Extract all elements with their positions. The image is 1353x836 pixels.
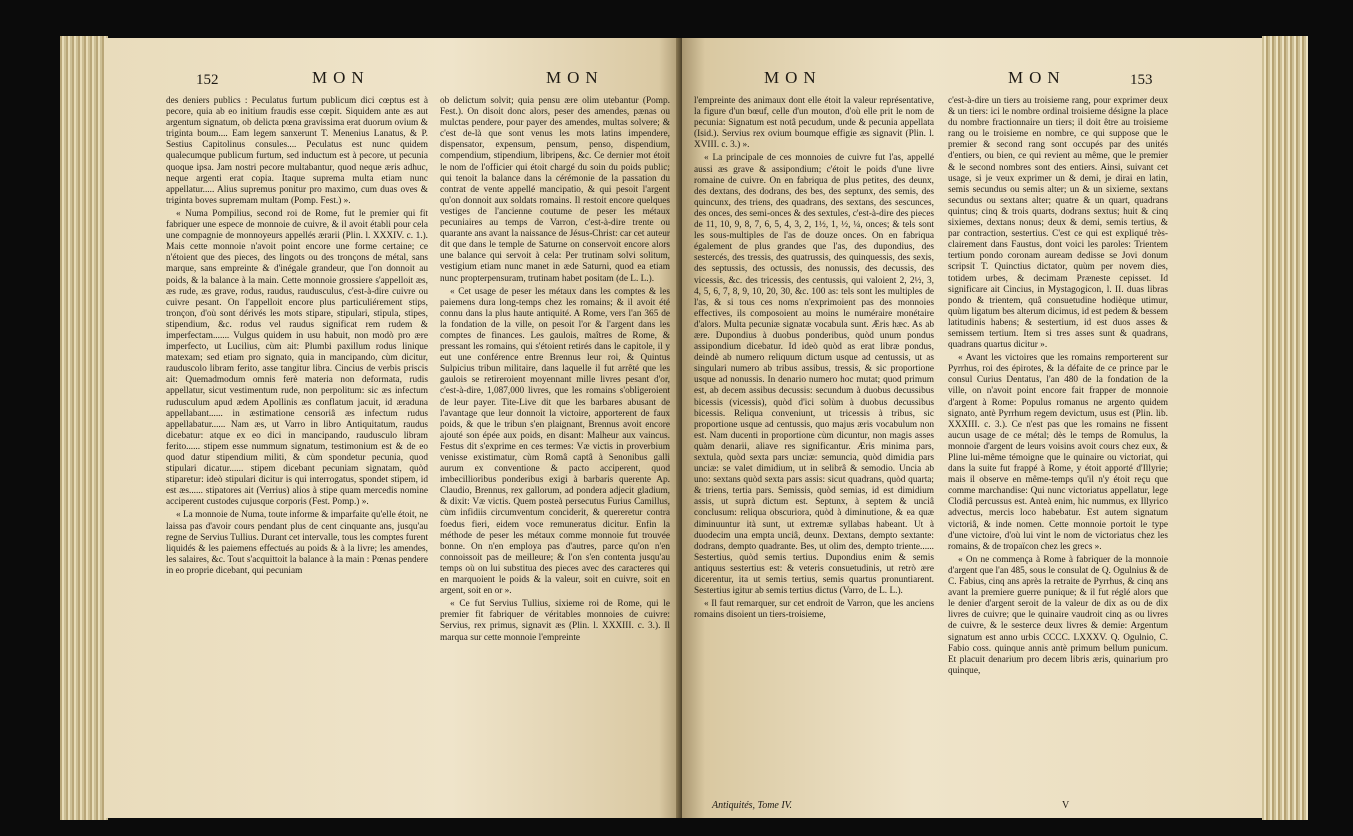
volume-footer: Antiquités, Tome IV. [712, 800, 793, 811]
right-running-header [682, 68, 1262, 92]
left-running-header [104, 68, 682, 92]
paragraph: des deniers publics : Peculatus furtum publicum dici cœptus est à pecore, quia ab eo initium fraudis esse cœpit. Siquidem ante æs aut argentum signatum, ob delicta pœna gravissima erat duorum ovium & triginta boum.... Eam legem sanxerunt T. Menenius Lanatus, & P. Sestius Capitolinus consules.... Peculatus est nunc quidem qualecumque publicum furtum, sed inductum est à pecore, ut pecunia quoque ipsa. Jam nostri pecore multabantur, quod neque æris adhuc, neque argenti erat copia. Itaque suprema multa etiam nunc appellatur..... Alius supremus ponitur pro maximo, cum duas oves & triginta boves supremam multam (Pomp. Fest.) ». [166, 96, 428, 206]
headword: MON [546, 68, 604, 87]
page-edges-left [60, 36, 108, 820]
paragraph: « Cet usage de peser les métaux dans les comptes & les paiemens dura long-temps chez les romains; & il avoit été connu dans la plus haute antiquité. A Rome, vers l'an 365 de la fondation de la ville, on pesoit l'or & l'argent dans les comptes de finances. Les gaulois, maîtres de Rome, & pressant les romains, qui s'étoient retirés dans le capitole, il y eut une conférence entre Brennus leur roi, & Quintus Sulpicius tribun militaire, dans laquelle il fut arrêté que les gaulois se retireroient moyennant mille livres pesant d'or, c'est-à-dire, 1,087,000 livres, que les romains s'obligeroient de leur payer. Tite-Live dit que les barbares abusant de l'avantage que leur donnoit la victoire, apporterent de faux poids, & que le tribun s'en plaignant, Brennus avoit encore ajouté son épée aux poids, en disant: Malheur aux vaincus. Festus dit s'exprime en ces termes: Væ victis in proverbium venisse existimatur, cùm Româ captâ à Senonibus galli aurum ex conventione & pacto acciperent, quod imbecillioribus ponderibus exigi à barbaris querente Ap. Claudio, Brennus, rex gallorum, ad pondera adjecit gladium, & dixit: Væ victis. Quem posteà persecutus Furius Camillus, cùm infidiis circumventum conciderit, & quereretur contra foedus fieri, eidem voce remuneratus dicitur. Enfin la méthode de peser les métaux comme monnoie fut trouvée bonne. On n'en employa pas d'autres, parce qu'on n'en connoissoit pas de meilleure; & l'on s'en contenta jusqu'au temps où on lui substitua des pieces avec des caracteres qui en marquoient le poids & la valeur, soit en cuivre, soit en argent, soit en or ». [440, 286, 670, 597]
paragraph: « Il faut remarquer, sur cet endroit de Varron, que les anciens romains disoient un tiers-troisieme, [694, 599, 934, 621]
left-page [104, 38, 682, 818]
text-column [948, 96, 1168, 801]
paragraph: c'est-à-dire un tiers au troisieme rang, pour exprimer deux & un tiers: ici le nombre ordinal troisieme désigne la place du nombre fractionnaire un tiers; il doit être au troisieme rang ou le troisieme en nombre, ce qui suppose que le premier & second rang sont occupés par des unités d'entiers, ou bien, ce qui revient au même, que le premier & le second nombres sont des entiers. Ainsi, suivant cet usage, si je veux exprimer un & demi, je dirai en latin, semis secundus ou semis alter; un & un sixieme, sextans secundus ou sextans alter; quatre & un quart, quadrans quintus; cinq & trois quarts, dodrans sextus; huit & cinq sixiemes, dextans nonus; deux & demi, semis tertius, & par contraction, sestertius. C'est ce qui est expliqué très-clairement dans Faustus, dont voici les paroles: Trientem tertium pondo coronam auream dedisse se Jovi donum scripsit T. Quinctius dictator, quùm per novem dies, totidem urbes, & decimam Præneste cepisset. Id significare ait Cincius, in Mystagogicon, l. II. duas libras pondo & trientem, quâ consuetudine hodièque utimur, quùm ligatum bes alterum dicimus, id est pedem & bessem latitudinis habens; & sestertium, id est duos asses & semissem tertium. Item si tres asses sunt & quadrans, quadrans quartus dicitur ». [948, 96, 1168, 351]
paragraph: « La principale de ces monnoies de cuivre fut l'as, appellé aussi æs grave & assipondium; c'étoit le poids d'une livre romaine de cuivre. On en fabriqua de plus petites, des deunx, des dextans, des dodrans, des bes, des septunx, des semis, des quincunx, des triens, des quadrans, des sextans, des sescunces, des onces, des semi-onces & des sextules, c'est-à-dire des pieces de 11, 10, 9, 8, 7, 6, 5, 4, 3, 2, 1½, 1, ½, ¼, onces; & tels sont les sous-multiples de l'as de douze onces. On en fabriqua également de plus grandes que l'as, des dupondius, des sestercés, des tressis, des quatrussis, des quinquessis, des sexis, des septussis, des octussis, des nonussis, des decussis, des vicessis, &c. des tricessis, des centussis, qui valoient 2, 2½, 3, 4, 5, 6, 7, 8, 9, 10, 20, 30, &c. 100 as: tels sont les multiples de l'as, & si tous ces noms n'exprimoient pas des monnoies effectives, ils composoient au moins le numéraire monétaire d'alors. Multa pecuniæ signatæ vocabula sunt. Æris hæc. As ab ære. Dupondius à duobus ponderibus, quòd unum pondus assipondium dicebatur. Id ideò quòd as erat libræ pondus, deindè ab numero reliquum dictum usque ad centussis, ut as singulari numero ab tribus assibus, tressis, & sic proportione usque ad nonussis. In denario numero hoc mutat; quod primum est, ab decem assibus decussis: secundum à duobus decussibus bicessis (vicessis), quòd d'ici solùm à duobus decussibus bicessis. Reliqua conveniunt, ut tricessis à tribus, sic proportione usque ad centussis, quo majus æris vocabulum non est. Nam ducenti in proportione cùm dicuntur, non magis asses quàm denarii, aliave res significantur. Æris minima pars, sextula, quòd sexta pars unciæ: semuncia, quòd dimidia pars unciæ: se valet dimidium, ut in selibrâ & semodio. Uncia ab uno: sextans quòd sexta pars assis: sicut quadrans, quòd quarta; & triens, tertia pars. Semissis, quòd semias, id est dimidium assis, ut suprà dictum est. Septunx, à septem & unciâ conclusum: reliqua obscuriora, quòd à diminutione, & ea quæ diminuuntur ità sunt, ut extremæ syllabas habeant. Ut à duodecim una empta unciâ, deunx. Dextans, dempto sextante: dodrans, dempto quadrante. Bes, ut olim des, dempto triente...... Sestertius, quòd semis tertius. Dupondius enim & semis antiquus sestertius est: & veteris consuetudinis, ut retrò ære dicerentur, ita ut semis tertius, semis quartus pronuntiarent. Sestertius igitur ab semis tertius dictus (Varro, de L. L.). [694, 153, 934, 597]
paragraph: ob delictum solvit; quia pensu ære olim utebantur (Pomp. Fest.). On disoit donc alors, peser des amendes, pænas ou mulctas pendere, pour payer des amendes, multas solvere; & c'est de-là que sont venus les mots latins impendere, dispensator, expensum, pensum, penso, dispendium, compendium, stipendium, libripens, &c. Ce dernier mot étoit le nom de l'officier qui étoit chargé du soin du poids public; qui tenoit la balance dans la cérémonie de la passation du contrat de vente appellé mancipatio, & qui pesoit l'argent qu'on donnoit aux soldats romains. Il restoit encore quelques vestiges de l'ancienne coutume de peser les métaux pecuniaires au temps de Varron, c'est-à-dire trente ou quarante ans avant la naissance de Jésus-Christ: car cet auteur dit que dans le temple de Saturne on conservoit encore alors une balance qui servoit à cela: Per trutinam solvi solitum, vestigium etiam nunc manet in æde Saturni, quod ea etiam nunc propterpensuram, trutinam habet positam (de L. L.). [440, 96, 670, 284]
headword: MON [312, 68, 370, 87]
paragraph: « On ne commença à Rome à fabriquer de la monnoie d'argent que l'an 485, sous le consulat de Q. Ogulnius & de C. Fabius, cinq ans après la retraite de Pyrrhus, & cinq ans avant la premiere guerre punique; & il fut réglé alors que le denier d'argent seroit de la valeur de dix as ou de dix livres de cuivre; que le quinaire vaudroit cinq as ou livres de cuivre, & le sesterce deux livres & demie: Argentum signatum est anno urbis CCCC. LXXXV. Q. Ogulnio, C. Fabio coss. quinque annis antè primum bellum punicum. Et placuit denarium pro decem libris æris, quinarium pro quinque, [948, 554, 1168, 676]
paragraph: « La monnoie de Numa, toute informe & imparfaite qu'elle étoit, ne laissa pas d'avoir cours pendant plus de cent cinquante ans, jusqu'au regne de Servius Tullius. Durant cet intervalle, tous les comptes furent liquidés & les paiemens effectués au poids & à la livre; les amendes, les salaires, &c. Tout s'acquittoit la balance à la main : Pœnas pendere in eo proprie dicebant, qui pecuniam [166, 510, 428, 576]
text-column [440, 96, 670, 801]
text-column [166, 96, 428, 801]
headword: MON [1008, 68, 1066, 87]
paragraph: « Avant les victoires que les romains remporterent sur Pyrrhus, roi des épirotes, & la défaite de ce prince par le consul Curius Dentatus, l'an 480 de la fondation de la ville, on n'avoit point encore fait frapper de monnoie d'argent à Rome: Populus romanus ne argento quidem signato, antè Pyrrhum regem devictum, usus est (Plin. lib. XXXIII. c. 3.). Ce n'est pas que les romains ne fissent aucun usage de ce métal; dès le temps de Romulus, la monnoie d'argent de leurs voisins avoit cours chez eux, & Pline lui-même témoigne que le quinaire ou victoriat, qui dans la suite fut frappé à Rome, y étoit apporté d'Illyrie; mais il observe en même-temps qu'il n'y étoit reçu que comme marchandise: Qui nunc victoriatus appellatur, lege Clodiâ percussus est. Anteà enim, hic nummus, ex Illyrico advectus, mercis loco habebatur. Est autem signatum victoriâ, & inde nomen. Cette monnoie portoit le type d'une victoire, d'où lui vint le nom de victoriatus chez les romains, & de tropaïcon chez les grecs ». [948, 353, 1168, 552]
paragraph: « Numa Pompilius, second roi de Rome, fut le premier qui fit fabriquer une espece de monnoie de cuivre, & il avoit établi pour cela une compagnie de monnoyeurs appellés ærarii (Plin. l. XXXIV. c. 1.). Mais cette monnoie n'avoit point encore une forme certaine; ce n'étoient que des pieces, des lingots ou des tronçons de métal, sans marque, sans empreinte & d'inégale grandeur, que l'on donnoit au poids, & la balance à la main. Cette monnoie grossiere s'appelloit æs, æs rude, æs grave, rodus, raudus, raudusculus, c'est-à-dire cuivre ou cuivre pesant. On l'appelloit encore plus particuliérement stips, tronçon, d'où sont dérivés les mots stipare, stipulari, stipula, stipes, stipendium, &c. rodus vel raudus significat rem rudem & imperfectam....... Vulgus quidem in usu habuit, non modò pro ære imperfecto, ut Lucilius, cùm ait: Plumbi paxillum rodus linique matexam; sed etiam pro signato, quia in mancipando, cùm dicitur, rauduscolo libram ferito, asse tangitur libra. Cincius de verbis priscis ait: Quemadmodum omnis ferè materia non deformata, rudis appellatur, sicut vestimentum rude, non perpolitum: sic æs infectum rudusculum apud ædem Apollinis æs conflatum jacuit, id æraduna appellabant...... in æstimatione censoriâ æs infectum rudus appellabatur...... Nam æs, ut Varro in libro Antiquitatum, raudus dicebatur: atque ex eo dici in mancipando, raudusculo libram ferito...... stipem esse nummum signatum, testimonium est & de eo quod datur stipendium militi, & cùm spondetur pecunia, quod stipulari dicatur...... stipem dicebant pecuniam signatam, quòd stiparetur: ideò stipulari dicitur is qui interrogatus, spondet stipem, id est æs...... stipatores ait (Verrius) alios à stipe quam mercedis nomine acciperent custodes cujusque corporis (Fest. Pomp.) ». [166, 208, 428, 508]
open-book [60, 28, 1308, 828]
paragraph: « Ce fut Servius Tullius, sixieme roi de Rome, qui le premier fit fabriquer de véritables monnoies de cuivre: Servius, rex primus, signavit æs (Plin. l. XXXIII. c. 3.). Il marqua sur cette monnoie l'empreinte [440, 599, 670, 643]
signature-mark: V [1062, 800, 1070, 811]
page-number: 152 [196, 72, 219, 88]
text-column [694, 96, 934, 801]
right-page [682, 38, 1262, 818]
page-number: 153 [1130, 72, 1153, 88]
page-edges-right [1262, 36, 1308, 820]
paragraph: l'empreinte des animaux dont elle étoit la valeur représentative, la figure d'un bœuf, celle d'un mouton, d'où elle prit le nom de pecunia: Signatum est notâ pecudum, unde & pecunia appellata (Isid.). Servius rex ovium boumque effigie æs signavit (Plin. l. XVIII. c. 3.) ». [694, 96, 934, 151]
headword: MON [764, 68, 822, 87]
